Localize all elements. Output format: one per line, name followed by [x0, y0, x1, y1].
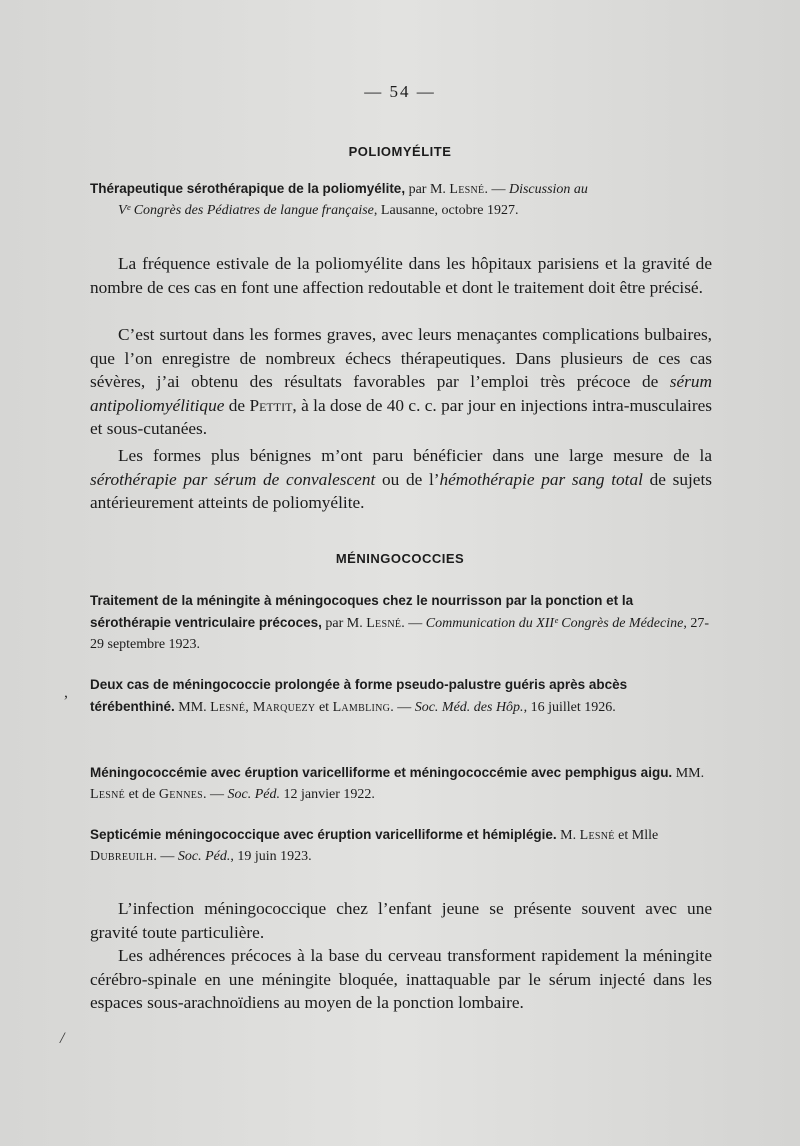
- reference-author-and: et Mlle: [618, 828, 659, 843]
- reference-dash: . —: [153, 849, 175, 864]
- reference-author-prefix: MM.: [675, 766, 705, 781]
- reference-author: Lesné: [90, 787, 126, 802]
- reference-dash: . —: [401, 616, 423, 631]
- paragraph-text: Les formes plus bénignes m’ont paru bénéficier dans une large mesure de la: [118, 446, 712, 465]
- reference-title: Thérapeutique sérothérapique de la poliomyélite,: [90, 181, 406, 196]
- reference-date: 12 janvier 1922.: [280, 787, 375, 802]
- reference-venue: Communication du XIIᵉ Congrès de Médecine: [425, 616, 684, 631]
- paragraph-text: C’est surtout dans les formes graves, avec leurs menaçantes complications bulbaires, que l’on enregistre de nombreux échecs thérapeutiques. Dans plusieurs de ces cas sévères, j’ai obtenu des résultats favorables par l’emploi très précoce de: [90, 325, 712, 391]
- reference-title: Septicémie méningococcique avec éruption varicelliforme et hémiplégie.: [90, 827, 557, 842]
- margin-mark: ,: [64, 684, 68, 701]
- paragraph-text: de: [224, 395, 250, 415]
- paragraph-author: Pettit: [249, 395, 293, 415]
- reference-author: Lesné: [579, 828, 615, 843]
- reference-title: Traitement de la méningite à méningocoques chez le nourrisson par la ponction et la sérothérapie ventriculaire précoces,: [90, 593, 634, 630]
- reference-author-and: et de: [128, 787, 156, 802]
- reference-venue: Discussion au: [508, 182, 588, 197]
- body-paragraph: [90, 323, 712, 441]
- body-paragraph: La fréquence estivale de la poliomyélite dans les hôpitaux parisiens et la gravité de nombre de ces cas en font une affection redoutable et dont le traitement doit être précisé.: [90, 254, 712, 297]
- paragraph-text: de sujets antérieurement atteints de poliomyélite.: [90, 469, 712, 512]
- reference-author2: Gennes: [158, 787, 204, 802]
- reference-date: , 27-29 septembre 1923.: [90, 616, 709, 652]
- reference-entry: [90, 590, 712, 655]
- reference-author-prefix: par M.: [408, 182, 446, 197]
- reference-continuation: [90, 200, 712, 221]
- reference-venue: Soc. Péd.: [227, 787, 281, 802]
- reference-date: , 19 juin 1923.: [230, 849, 312, 864]
- paragraph-italic: sérum antipoliomyélitique: [90, 372, 712, 415]
- reference-author: Lesné: [449, 182, 485, 197]
- reference-entry: [90, 762, 712, 805]
- body-paragraph: [90, 444, 712, 515]
- reference-dash: . —: [203, 787, 225, 802]
- reference-author: Lesné, Marquezy: [210, 700, 316, 715]
- reference-venue: Soc. Péd.: [177, 849, 231, 864]
- reference-author2: Dubreuilh: [90, 849, 154, 864]
- reference-author: Lesné: [366, 616, 402, 631]
- paragraph-italic: sérothérapie par sérum de convalescent: [90, 469, 376, 489]
- paragraph-text: ou de l’: [375, 469, 440, 489]
- reference-date: , 16 juillet 1926.: [523, 700, 616, 715]
- reference-author-prefix: MM.: [178, 700, 207, 715]
- reference-venue-line2: Vᵉ Congrès des Pédiatres de langue française: [118, 203, 374, 218]
- reference-entry: [90, 824, 712, 867]
- reference-author-prefix: M.: [560, 828, 577, 843]
- paragraph-text: , à la dose de 40 c. c. par jour en injections intra-musculaires et sous-cutanées.: [90, 395, 713, 438]
- reference-dash: . —: [390, 700, 412, 715]
- section-heading-meningococcies: MÉNINGOCOCCIES: [335, 551, 465, 566]
- page-number: — 54 —: [364, 82, 436, 101]
- paragraph-italic: hémothérapie par sang total: [439, 469, 643, 489]
- reference-entry: [90, 178, 712, 221]
- reference-author-prefix: par M.: [325, 616, 363, 631]
- reference-date: , Lausanne, octobre 1927.: [373, 203, 519, 218]
- body-paragraph: Les adhérences précoces à la base du cerveau transforment rapidement la méningite cérébro-spinale en une méningite bloquée, inattaquable par le sérum injecté dans les espaces sous-arachnoïdiens au moyen de la ponction lombaire.: [90, 946, 712, 1012]
- reference-title: Méningococcémie avec éruption varicelliforme et méningococcémie avec pemphigus aigu.: [90, 765, 673, 780]
- reference-title: Deux cas de méningococcie prolongée à forme pseudo-palustre guéris après abcès térébenthiné.: [90, 677, 628, 714]
- reference-venue: Soc. Méd. des Hôp.: [414, 700, 524, 715]
- section-heading-poliomyelite: POLIOMYÉLITE: [348, 144, 452, 159]
- reference-author2: Lambling: [332, 700, 391, 715]
- margin-mark: /: [60, 1030, 65, 1047]
- body-paragraph: L’infection méningococcique chez l’enfant jeune se présente souvent avec une gravité toute particulière.: [90, 899, 712, 942]
- reference-dash: . —: [484, 182, 506, 197]
- reference-author-and: et: [318, 700, 330, 715]
- reference-entry: [90, 674, 712, 718]
